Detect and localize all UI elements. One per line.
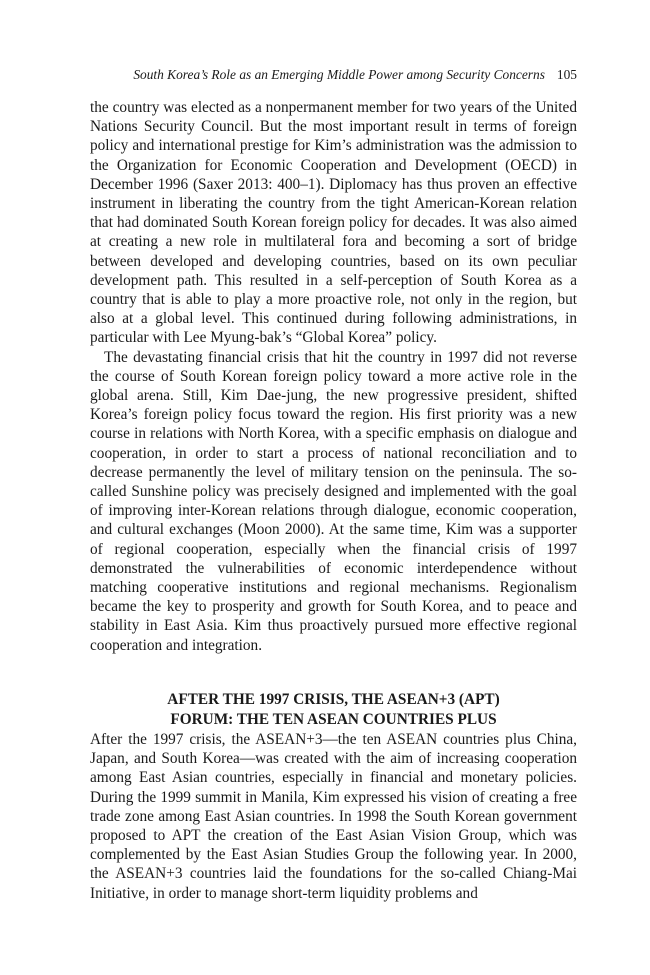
page-number: 105 xyxy=(556,67,577,82)
paragraph-continued: the country was elected as a nonpermanent member for two years of the United Nations Security Council. But the most important result in terms of foreign policy and international prestige for Kim’s administration was the admission to the Organization for Economic Cooperation and Development (OECD) in December 1996 (Saxer 2013: 400–1). Diplomacy has thus proven an effective instrument in liberating the country from the tight American-Korean relation that had dominated South Korean foreign policy for decades. It was also aimed at creating a new role in multilateral fora and becoming a sort of bridge between developed and developing countries, based on its own peculiar development path. This resulted in a self-perception of South Korea as a country that is able to play a more proactive role, not only in the region, but also at a global level. This continued during following administrations, in particular with Lee Myung-bak’s “Global Korea” policy. xyxy=(90,99,577,347)
book-page xyxy=(90,66,577,903)
section-heading-line-2: FORUM: THE TEN ASEAN COUNTRIES PLUS xyxy=(170,710,497,728)
paragraph-financial-crisis: The devastating financial crisis that hit the country in 1997 did not reverse the course of South Korean foreign policy toward a more active role in the global arena. Still, Kim Dae-jung, the new progressive president, shifted Korea’s foreign policy focus toward the region. His first priority was a new course in relations with North Korea, with a specific emphasis on dialogue and cooperation, in order to start a process of national reconciliation and to decrease permanently the level of military tension on the peninsula. The so-called Sunshine policy was precisely designed and implemented with the goal of improving inter-Korean relations through dialogue, economic cooperation, and cultural exchanges (Moon 2000). At the same time, Kim was a supporter of regional cooperation, especially when the financial crisis of 1997 demonstrated the vulnerabilities of economic interdependence without matching cooperative institutions and regional mechanisms. Regionalism became the key to prosperity and growth for South Korea, and to peace and stability in East Asia. Kim thus proactively pursued more effective regional cooperation and integration. xyxy=(90,348,577,654)
paragraph-asean-plus-three: After the 1997 crisis, the ASEAN+3—the ten ASEAN countries plus China, Japan, and South Korea—was created with the aim of increasing cooperation among East Asian countries, especially in financial and monetary policies. During the 1999 summit in Manila, Kim expressed his vision of creating a free trade zone among East Asian countries. In 1998 the South Korean government proposed to APT the creation of the East Asian Vision Group, which was complemented by the East Asian Studies Group the following year. In 2000, the ASEAN+3 countries laid the foundations for the so-called Chiang-Mai Initiative, in order to manage short-term liquidity problems and xyxy=(90,730,577,902)
running-title: South Korea’s Role as an Emerging Middle Power among Security Concerns xyxy=(133,67,545,82)
body-text xyxy=(90,98,577,903)
section-heading-line-1: AFTER THE 1997 CRISIS, THE ASEAN+3 (APT) xyxy=(167,690,500,708)
running-header xyxy=(90,66,577,84)
section-heading xyxy=(90,690,577,730)
